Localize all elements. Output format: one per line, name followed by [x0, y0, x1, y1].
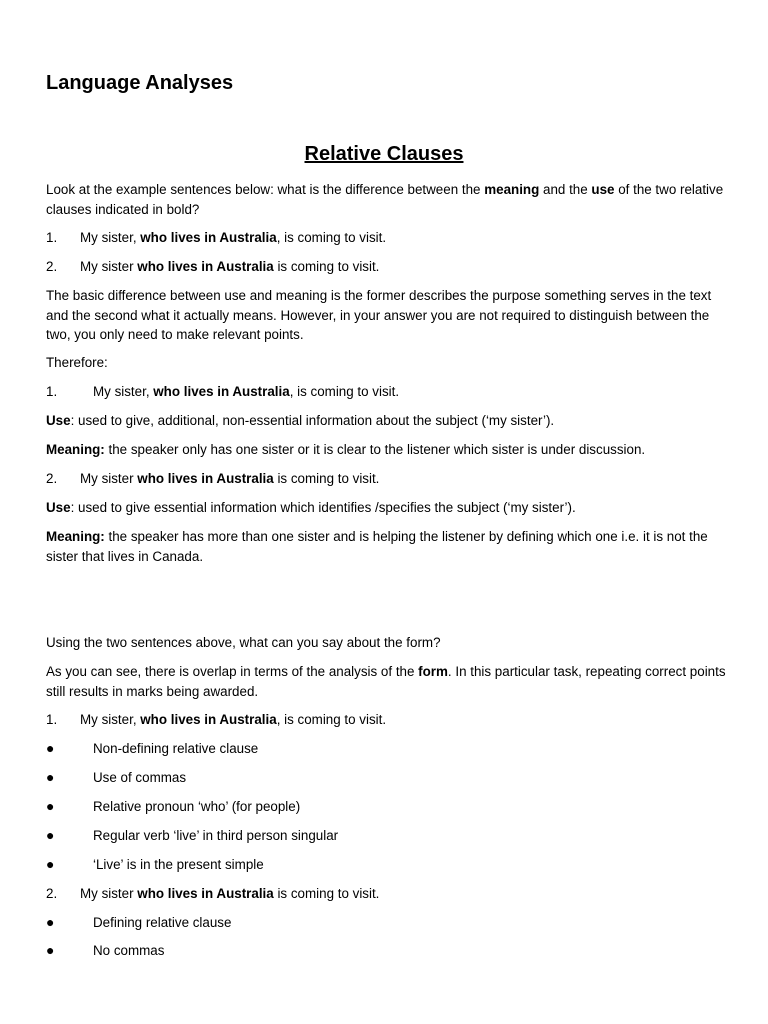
intro-meaning: meaning [484, 182, 540, 197]
analysis-sentence [80, 469, 379, 489]
sentence-pre: My sister, [80, 712, 141, 727]
bullet-item: Relative pronoun ‘who’ (for people) [93, 799, 301, 814]
intro-text-3: of the two relative clauses indicated in bold? [46, 182, 724, 217]
sentence-bold: who lives in Australia [137, 471, 274, 486]
sentence-pre: My sister, [93, 384, 154, 399]
form-note-pre: As you can see, there is overlap in terms of the analysis of the [46, 664, 419, 679]
meaning-text: the speaker only has one sister or it is clear to the listener which sister is under discussion. [104, 442, 646, 457]
form-note [46, 662, 726, 701]
form-example-sentence [80, 884, 379, 904]
use-label: Use [46, 500, 71, 515]
bullet-item: ‘Live’ is in the present simple [93, 857, 264, 872]
example-number: 2. [46, 259, 58, 274]
sentence-post: is coming to visit. [273, 886, 380, 901]
analysis-meaning [46, 440, 726, 460]
bullet-icon: ● [46, 942, 55, 958]
sentence-post: is coming to visit. [273, 471, 380, 486]
bullet-item: Non-defining relative clause [93, 741, 259, 756]
form-note-post: . In this particular task, repeating correct points still results in marks being awarded. [46, 664, 726, 699]
meaning-label: Meaning: [46, 529, 105, 544]
sentence-pre: My sister [80, 886, 138, 901]
bullet-item: Defining relative clause [93, 915, 232, 930]
document-title: Language Analyses [46, 72, 234, 94]
analysis-number: 2. [46, 471, 58, 486]
section-title: Relative Clauses [304, 143, 464, 165]
meaning-label: Meaning: [46, 442, 105, 457]
bullet-icon: ● [46, 914, 55, 930]
sentence-post: , is coming to visit. [276, 712, 387, 727]
use-label: Use [46, 413, 71, 428]
analysis-use [46, 498, 726, 518]
bullet-icon: ● [46, 740, 55, 756]
sentence-bold: who lives in Australia [137, 259, 274, 274]
analysis-number: 1. [46, 384, 58, 399]
use-text: : used to give, additional, non-essential information about the subject (‘my sister’). [70, 413, 555, 428]
intro-use: use [591, 182, 615, 197]
sentence-post: , is coming to visit. [289, 384, 400, 399]
sentence-bold: who lives in Australia [140, 230, 277, 245]
sentence-post: is coming to visit. [273, 259, 380, 274]
meaning-text: the speaker has more than one sister and is helping the listener by defining which one i.e. it is not the sister that lives in Canada. [46, 529, 708, 564]
bullet-icon: ● [46, 827, 55, 843]
form-example-number: 1. [46, 712, 58, 727]
bullet-icon: ● [46, 856, 55, 872]
example-sentence [80, 228, 386, 248]
bullet-icon: ● [46, 798, 55, 814]
sentence-bold: who lives in Australia [137, 886, 274, 901]
intro-text-1: Look at the example sentences below: what is the difference between the [46, 182, 485, 197]
analysis-sentence [93, 382, 399, 402]
analysis-meaning [46, 527, 726, 566]
form-note-bold: form [418, 664, 448, 679]
intro-text-2: and the [539, 182, 592, 197]
sentence-pre: My sister, [80, 230, 141, 245]
form-example-sentence [80, 710, 386, 730]
sentence-pre: My sister [80, 259, 138, 274]
bullet-item: Use of commas [93, 770, 187, 785]
explanation-paragraph: The basic difference between use and meaning is the former describes the purpose something serves in the text and the second what it actually means. However, in your answer you are not required to distinguish between the two, you only need to make relevant points. [46, 288, 712, 342]
sentence-bold: who lives in Australia [153, 384, 290, 399]
form-question: Using the two sentences above, what can you say about the form? [46, 635, 441, 650]
sentence-bold: who lives in Australia [140, 712, 277, 727]
sentence-pre: My sister [80, 471, 138, 486]
sentence-post: , is coming to visit. [276, 230, 387, 245]
use-text: : used to give essential information which identifies /specifies the subject (‘my sister’). [70, 500, 576, 515]
example-number: 1. [46, 230, 58, 245]
bullet-icon: ● [46, 769, 55, 785]
bullet-item: No commas [93, 943, 165, 958]
intro-paragraph [46, 180, 726, 219]
analysis-use [46, 411, 726, 431]
therefore-text: Therefore: [46, 355, 108, 370]
bullet-item: Regular verb ‘live’ in third person singular [93, 828, 339, 843]
form-example-number: 2. [46, 886, 58, 901]
example-sentence [80, 257, 379, 277]
